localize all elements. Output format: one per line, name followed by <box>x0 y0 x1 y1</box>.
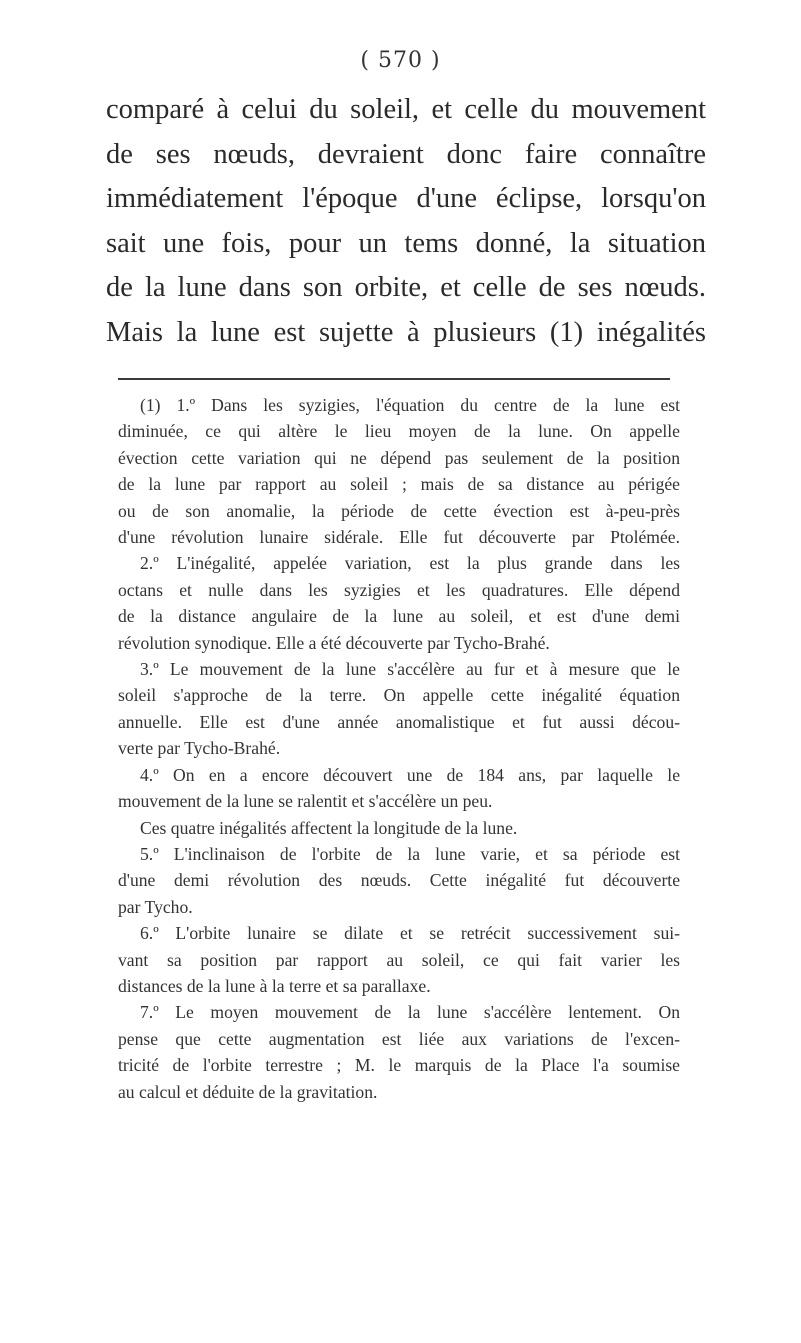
footnote-line: 2.º L'inégalité, appelée variation, est la plus grande dans les <box>140 553 680 574</box>
footnote-line: vant sa position par rapport au soleil, ce qui fait varier les <box>118 949 680 970</box>
main-line: comparé à celui du soleil, et celle du mouvement <box>106 94 706 125</box>
footnote-line: de la lune par rapport au soleil ; mais de sa distance au périgée <box>118 474 680 495</box>
footnote-line: 4.º On en a encore découvert une de 184 ans, par laquelle le <box>140 764 680 785</box>
footnote-line: distances de la lune à la terre et sa parallaxe. <box>118 975 431 996</box>
footnote-line: (1) 1.º Dans les syzigies, l'équation du centre de la lune est <box>140 395 680 415</box>
main-line: Mais la lune est sujette à plusieurs (1) inégalités <box>106 316 706 348</box>
footnote-line: d'une révolution lunaire sidérale. Elle fut découverte par Ptolémée. <box>118 527 680 548</box>
main-text <box>106 88 706 355</box>
footnote-line: de la distance angulaire de la lune au soleil, et est d'une demi <box>118 606 680 627</box>
footnote-line: verte par Tycho-Brahé. <box>118 738 281 759</box>
footnote-line: évection cette variation qui ne dépend pas seulement de la position <box>118 447 680 468</box>
footnote-line: au calcul et déduite de la gravitation. <box>118 1081 378 1102</box>
footnote-line: octans et nulle dans les syzigies et les quadratures. Elle dépend <box>118 579 680 600</box>
footnote-line: par Tycho. <box>118 896 193 917</box>
footnote-line: annuelle. Elle est d'une année anomalistique et fut aussi décou- <box>118 711 680 732</box>
main-line: immédiatement l'époque d'une éclipse, lorsqu'on <box>106 183 706 214</box>
footnote-line: 7.º Le moyen mouvement de la lune s'accélère lentement. On <box>140 1002 680 1023</box>
footnote-line: tricité de l'orbite terrestre ; M. le marquis de la Place l'a soumise <box>118 1055 680 1076</box>
footnote-line: d'une demi révolution des nœuds. Cette inégalité fut découverte <box>118 870 680 891</box>
page-number: ( 570 ) <box>360 48 441 73</box>
footnote-separator-rule <box>118 378 670 380</box>
footnote-line: diminuée, ce qui altère le lieu moyen de la lune. On appelle <box>118 421 680 442</box>
footnote-line: 6.º L'orbite lunaire se dilate et se retrécit successivement sui- <box>140 923 680 944</box>
footnote-line: soleil s'approche de la terre. On appelle cette inégalité équation <box>118 685 680 706</box>
footnote-line: révolution synodique. Elle a été découverte par Tycho-Brahé. <box>118 632 550 653</box>
footnote-line: pense que cette augmentation est liée aux variations de l'excen- <box>118 1028 680 1049</box>
footnotes <box>118 392 680 1105</box>
footnote-line: ou de son anomalie, la période de cette évection est à-peu-près <box>118 500 680 521</box>
footnote-line: mouvement de la lune se ralentit et s'accélère un peu. <box>118 791 493 812</box>
footnote-line: 5.º L'inclinaison de l'orbite de la lune varie, et sa période est <box>140 843 680 864</box>
footnote-line: Ces quatre inégalités affectent la longitude de la lune. <box>140 817 518 838</box>
footnote-line: 3.º Le mouvement de la lune s'accélère au fur et à mesure que le <box>140 659 680 680</box>
main-line: de ses nœuds, devraient donc faire connaître <box>106 138 706 170</box>
main-line: de la lune dans son orbite, et celle de ses nœuds. <box>106 272 706 303</box>
main-line: sait une fois, pour un tems donné, la situation <box>106 227 706 259</box>
